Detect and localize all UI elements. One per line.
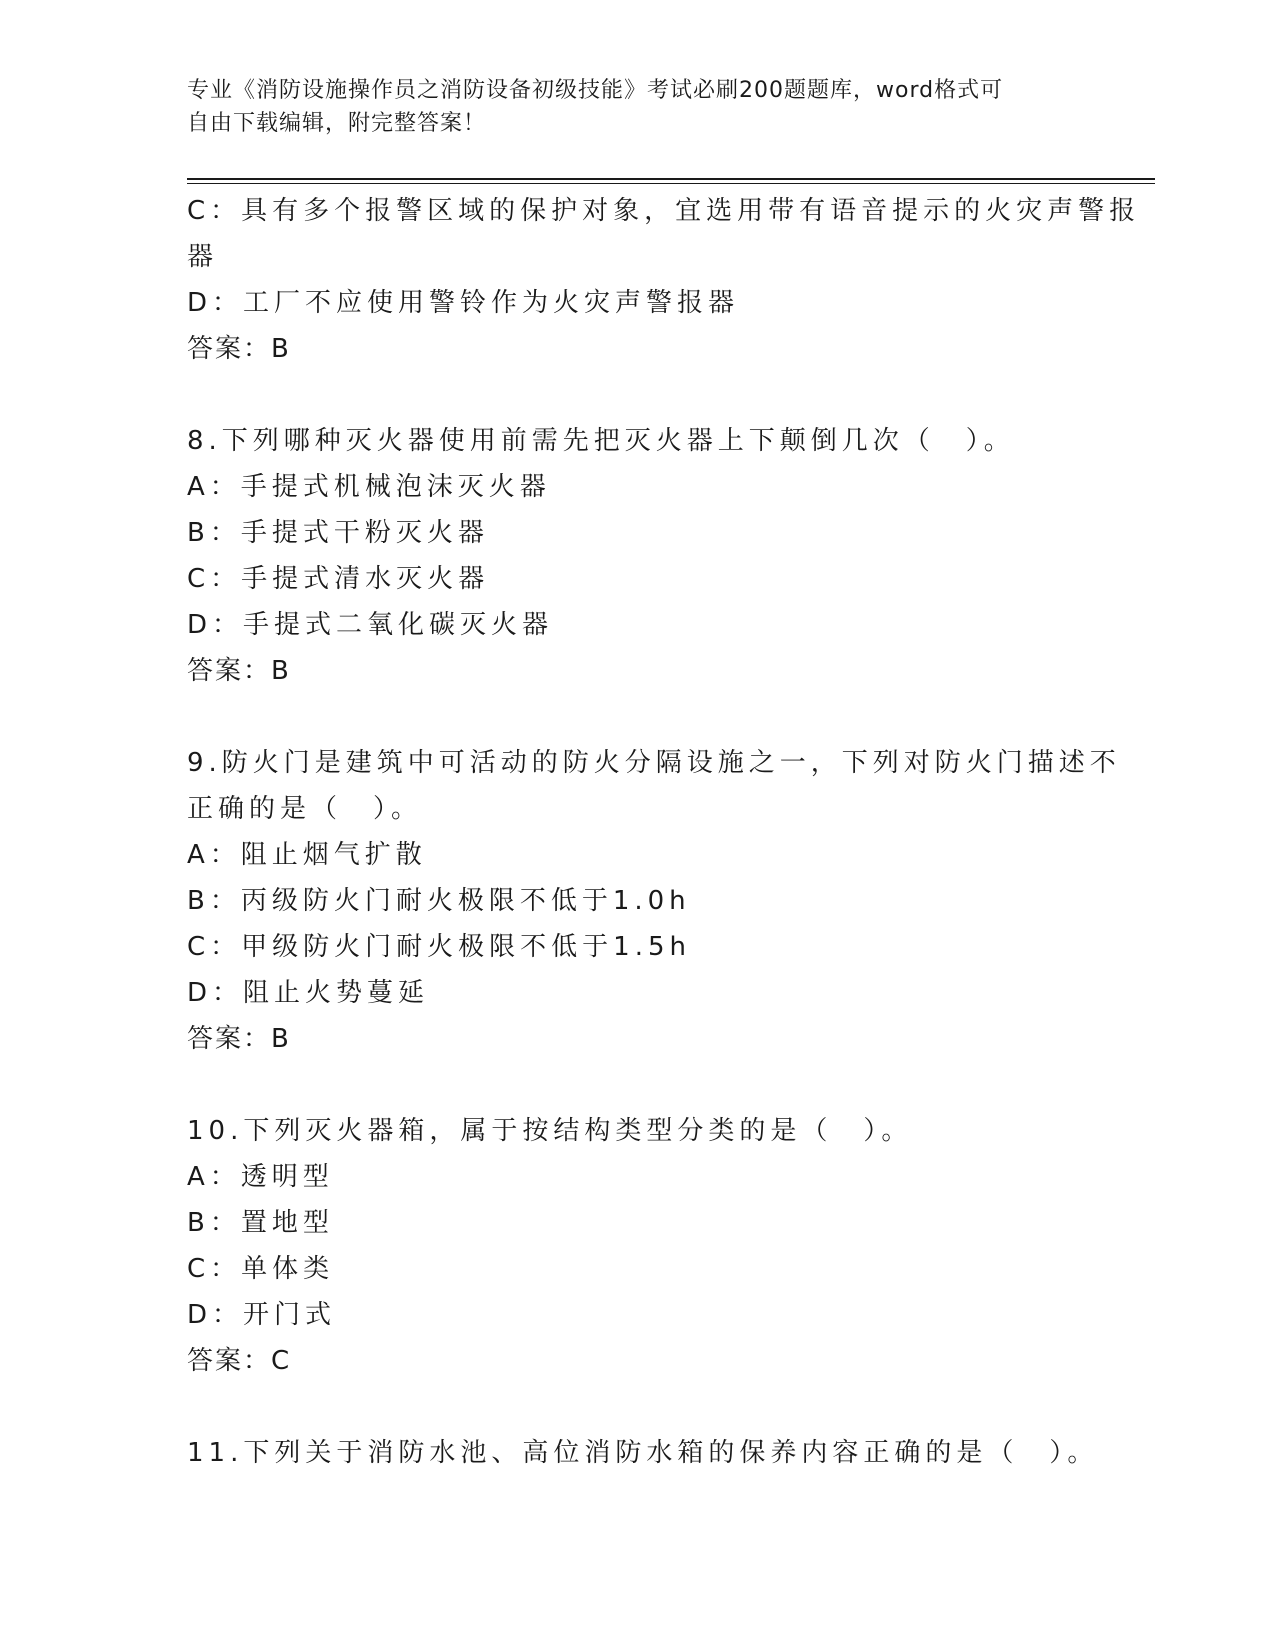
option-d: D：手提式二氧化碳灭火器	[187, 610, 554, 640]
question-text: 9.防火门是建筑中可活动的防火分隔设施之一，下列对防火门描述不	[187, 748, 1121, 778]
header-line-2: 自由下载编辑，附完整答案！	[187, 111, 487, 136]
question-text: 10.下列灭火器箱，属于按结构类型分类的是（ ）。	[187, 1116, 913, 1146]
header-divider-thin	[187, 183, 1155, 184]
option-a: A：阻止烟气扩散	[187, 840, 427, 870]
document-header	[187, 74, 1067, 140]
option-d: D：开门式	[187, 1300, 337, 1330]
option-a: A：手提式机械泡沫灭火器	[187, 472, 551, 502]
spacer	[187, 372, 1087, 418]
option-d: D：工厂不应使用警铃作为火灾声警报器	[187, 288, 740, 318]
spacer	[187, 1062, 1087, 1108]
header-line-1: 专业《消防设施操作员之消防设备初级技能》考试必刷200题题库，word格式可	[187, 78, 1004, 103]
option-b: B：丙级防火门耐火极限不低于1.0h	[187, 886, 691, 916]
spacer	[187, 1384, 1087, 1430]
option-c: C：手提式清水灭火器	[187, 564, 490, 594]
option-b: B：手提式干粉灭火器	[187, 518, 489, 548]
spacer	[187, 694, 1087, 740]
header-divider-thick	[187, 178, 1155, 180]
option-a: A：透明型	[187, 1162, 334, 1192]
answer: 答案：B	[187, 334, 291, 364]
option-c: C：具有多个报警区域的保护对象，宜选用带有语音提示的火灾声警报	[187, 196, 1141, 226]
answer: 答案：B	[187, 1024, 291, 1054]
question-10	[187, 1108, 1087, 1384]
option-d: D：阻止火势蔓延	[187, 978, 430, 1008]
answer: 答案：C	[187, 1346, 292, 1376]
question-list	[187, 188, 1141, 1476]
question-7-tail	[187, 188, 1141, 372]
question-text-continued: 正确的是（ ）。	[187, 794, 423, 824]
question-8	[187, 418, 1087, 694]
option-c: C：单体类	[187, 1254, 335, 1284]
option-c: C：甲级防火门耐火极限不低于1.5h	[187, 932, 691, 962]
question-text: 11.下列关于消防水池、高位消防水箱的保养内容正确的是（ ）。	[187, 1438, 1099, 1468]
question-9	[187, 740, 1121, 1062]
question-text: 8.下列哪种灭火器使用前需先把灭火器上下颠倒几次（ ）。	[187, 426, 1015, 456]
option-b: B：置地型	[187, 1208, 334, 1238]
answer: 答案：B	[187, 656, 291, 686]
option-c-continued: 器	[187, 242, 219, 272]
question-11	[187, 1430, 1099, 1476]
